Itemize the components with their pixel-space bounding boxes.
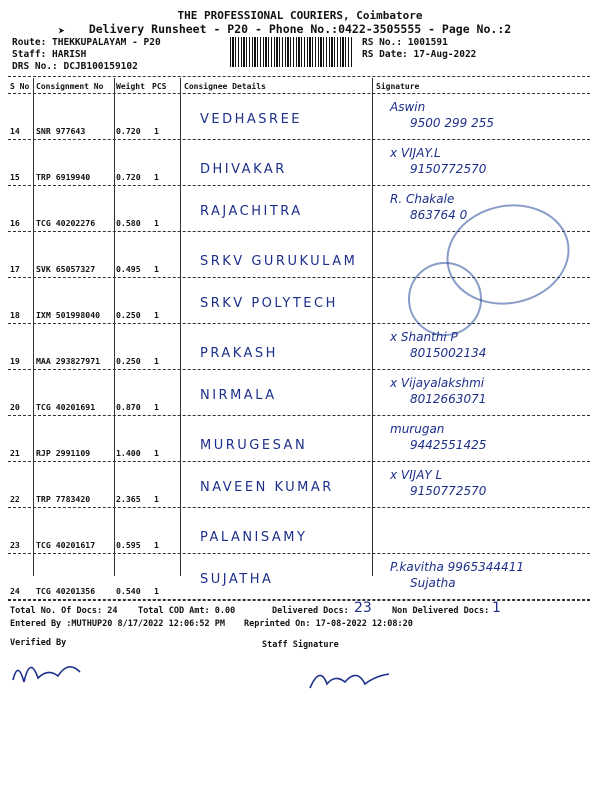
- row-sno: 23: [10, 540, 20, 550]
- row-consignee: SRKV GURUKULAM: [200, 254, 358, 269]
- col-header-weight: Weight: [116, 82, 145, 91]
- row-sno: 14: [10, 126, 20, 136]
- row-signature-name: x Vijayalakshmi: [390, 376, 485, 390]
- row-consignee: VEDHASREE: [200, 112, 302, 127]
- col-header-pcs: PCS: [152, 82, 167, 91]
- row-pcs: 1: [154, 172, 159, 182]
- row-sno: 22: [10, 494, 20, 504]
- row-pcs: 1: [154, 356, 159, 366]
- route-label: Route: THEKKUPALAYAM - P20: [12, 37, 161, 48]
- row-consignment-no: TCG 40201691: [36, 402, 96, 412]
- table-row: [0, 94, 600, 140]
- entered-by: Entered By :MUTHUP20 8/17/2022 12:06:52 PM: [10, 619, 225, 629]
- table-row: [0, 324, 600, 370]
- reprinted-on: Reprinted On: 17-08-2022 12:08:20: [244, 619, 413, 629]
- row-consignment-no: TCG 40201617: [36, 540, 96, 550]
- staff-label: Staff: HARISH: [12, 49, 87, 60]
- row-weight: 0.870: [116, 402, 141, 412]
- row-sno: 24: [10, 586, 20, 596]
- non-delivered-count: 1: [492, 600, 501, 616]
- row-signature-phone: 9500 299 255: [410, 116, 494, 130]
- row-sno: 20: [10, 402, 20, 412]
- row-weight: 0.720: [116, 126, 141, 136]
- row-signature-phone: 863764 0: [410, 208, 468, 222]
- table-row: [0, 554, 600, 600]
- row-consignee: PRAKASH: [200, 346, 278, 361]
- row-signature-name: R. Chakale: [390, 192, 455, 206]
- company-name: THE PROFESSIONAL COURIERS, Coimbatore: [177, 9, 423, 22]
- staff-signature-label: Staff Signature: [262, 640, 339, 650]
- row-consignment-no: IXM 501998040: [36, 310, 101, 320]
- row-weight: 1.400: [116, 448, 141, 458]
- row-signature-phone: 8015002134: [410, 346, 487, 360]
- row-sno: 16: [10, 218, 20, 228]
- row-consignee: DHIVAKAR: [200, 162, 287, 177]
- row-consignee: RAJACHITRA: [200, 204, 303, 219]
- row-pcs: 1: [154, 126, 159, 136]
- row-consignee: SRKV POLYTECH: [200, 296, 338, 311]
- row-weight: 0.250: [116, 310, 141, 320]
- col-header-consignment: Consignment No: [36, 82, 104, 91]
- row-consignee: MURUGESAN: [200, 438, 308, 453]
- row-consignment-no: TRP 6919940: [36, 172, 91, 182]
- row-weight: 0.540: [116, 586, 141, 596]
- drs-label: DRS No.: DCJB100159102: [12, 61, 138, 72]
- table-row: [0, 508, 600, 554]
- row-weight: 0.250: [116, 356, 141, 366]
- row-sno: 15: [10, 172, 20, 182]
- row-signature-name: x VIJAY.L: [390, 146, 441, 160]
- row-consignment-no: TRP 7783420: [36, 494, 91, 504]
- row-weight: 0.580: [116, 218, 141, 228]
- row-pcs: 1: [154, 448, 159, 458]
- row-pcs: 1: [154, 540, 159, 550]
- row-consignment-no: RJP 2991109: [36, 448, 91, 458]
- table-row: [0, 416, 600, 462]
- row-signature-name: murugan: [390, 422, 445, 436]
- verified-by-label: Verified By: [10, 638, 67, 648]
- staff-signature: [305, 660, 395, 700]
- footer-rule: [8, 600, 590, 601]
- non-delivered-label: Non Delivered Docs:: [392, 606, 490, 616]
- table-top-rule: [8, 76, 590, 77]
- row-signature-phone: 8012663071: [410, 392, 487, 406]
- row-signature-name: x VIJAY L: [390, 468, 443, 482]
- row-signature-name: P.kavitha 9965344411: [390, 560, 524, 574]
- row-signature-phone: Sujatha: [410, 576, 456, 590]
- row-consignee: SUJATHA: [200, 572, 274, 587]
- rs-number: RS No.: 1001591: [362, 37, 448, 48]
- rs-date: RS Date: 17-Aug-2022: [362, 49, 477, 60]
- row-weight: 2.365: [116, 494, 141, 504]
- col-header-consignee: Consignee Details: [184, 82, 266, 91]
- row-consignee: NIRMALA: [200, 388, 277, 403]
- row-consignment-no: SVK 65057327: [36, 264, 96, 274]
- table-row: [0, 140, 600, 186]
- total-cod: Total COD Amt: 0.00: [138, 606, 236, 616]
- row-pcs: 1: [154, 402, 159, 412]
- row-consignee: PALANISAMY: [200, 530, 308, 545]
- row-signature-name: Aswin: [390, 100, 426, 114]
- row-consignment-no: TCG 40201356: [36, 586, 96, 596]
- delivered-count: 23: [354, 600, 372, 616]
- row-weight: 0.495: [116, 264, 141, 274]
- runsheet-subtitle: Delivery Runsheet - P20 - Phone No.:0422-3505555 - Page No.:2: [88, 22, 512, 36]
- row-signature-phone: 9442551425: [410, 438, 487, 452]
- verifier-signature: [8, 650, 88, 695]
- row-consignment-no: MAA 293827971: [36, 356, 101, 366]
- row-pcs: 1: [154, 586, 159, 596]
- col-header-signature: Signature: [376, 82, 420, 91]
- courier-logo-icon: ➤: [58, 24, 66, 38]
- row-weight: 0.720: [116, 172, 141, 182]
- row-sno: 21: [10, 448, 20, 458]
- row-signature-name: x Shanthi P: [390, 330, 458, 344]
- barcode: [230, 37, 352, 67]
- row-pcs: 1: [154, 264, 159, 274]
- row-consignment-no: TCG 40202276: [36, 218, 96, 228]
- row-weight: 0.595: [116, 540, 141, 550]
- col-header-sno: S No: [10, 82, 30, 91]
- total-docs: Total No. Of Docs: 24: [10, 606, 118, 616]
- row-pcs: 1: [154, 494, 159, 504]
- row-signature-phone: 9150772570: [410, 484, 487, 498]
- row-pcs: 1: [154, 310, 159, 320]
- table-row: [0, 370, 600, 416]
- delivered-label: Delivered Docs:: [272, 606, 349, 616]
- row-signature-phone: 9150772570: [410, 162, 487, 176]
- round-seal: [408, 262, 482, 336]
- row-sno: 19: [10, 356, 20, 366]
- row-sno: 18: [10, 310, 20, 320]
- row-consignee: NAVEEN KUMAR: [200, 480, 334, 495]
- row-consignment-no: SNR 977643: [36, 126, 86, 136]
- row-sno: 17: [10, 264, 20, 274]
- row-pcs: 1: [154, 218, 159, 228]
- table-row: [0, 462, 600, 508]
